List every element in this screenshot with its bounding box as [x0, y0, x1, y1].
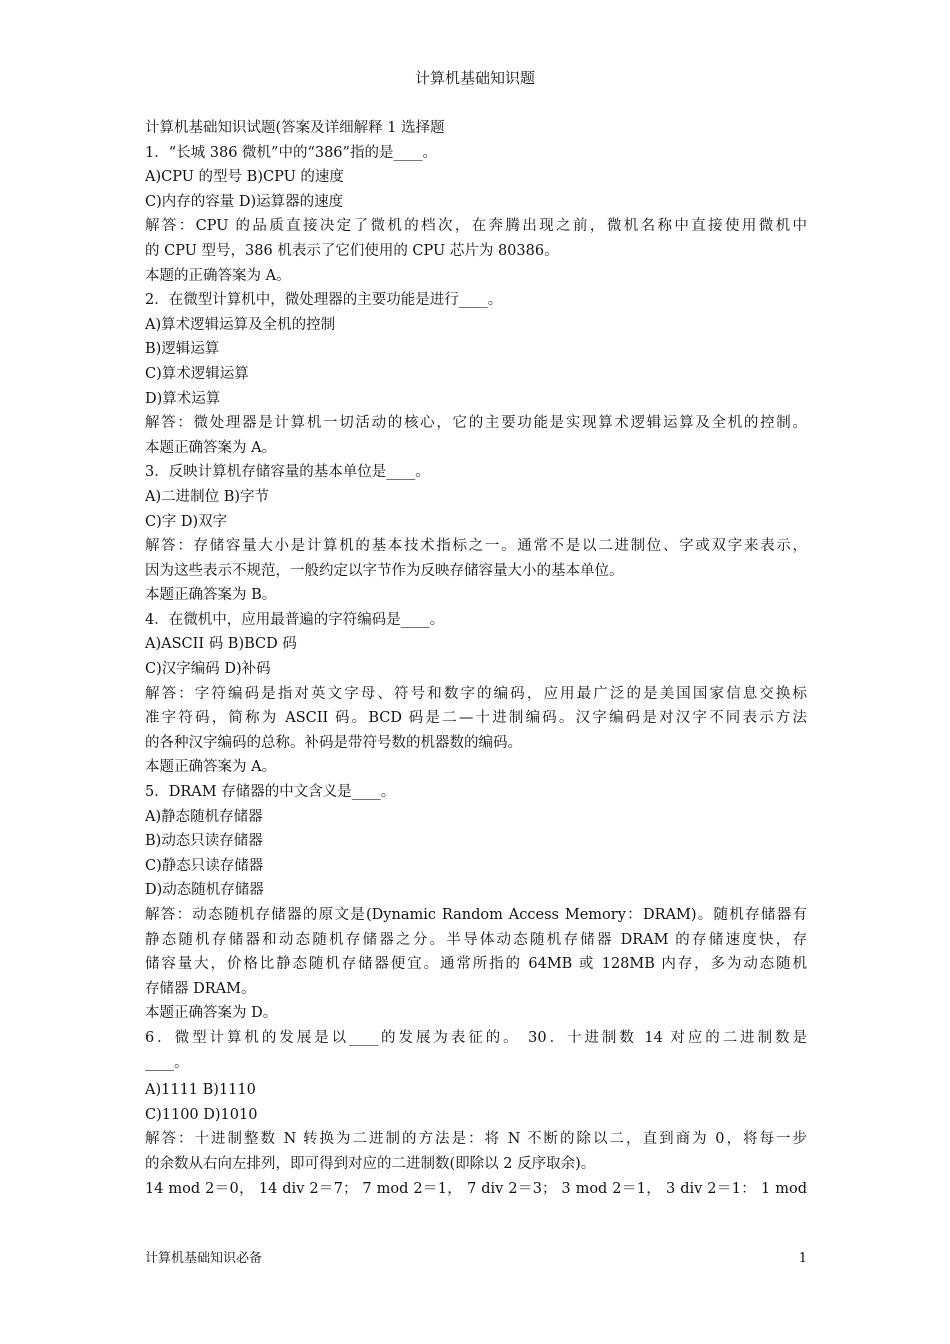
q5-option-a: A)静态随机存储器: [145, 808, 263, 825]
q2-option-d: D)算术运算: [145, 390, 221, 407]
intro-line: 计算机基础知识试题(答案及详细解释 1 选择题: [145, 120, 445, 136]
q5-option-b: B)动态只读存储器: [145, 833, 263, 850]
question-2: 2．在微型计算机中，微处理器的主要功能是进行____。: [145, 292, 503, 309]
question-3: 3．反映计算机存储容量的基本单位是____。: [145, 464, 430, 481]
q4-options-cd: C)汉字编码 D)补码: [145, 661, 271, 678]
q1-options-ab: A)CPU 的型号 B)CPU 的速度: [145, 169, 344, 186]
q30-calculation-line: 14 mod 2＝0， 14 div 2＝7； 7 mod 2＝1， 7 div 2＝3； 3 mod 2＝1， 3 div 2＝1： 1 mod: [145, 1180, 807, 1197]
page-header: 计算机基础知识题: [414, 69, 535, 87]
question-5: 5．DRAM 存储器的中文含义是____。: [145, 784, 396, 801]
q1-answer: 本题的正确答案为 A。: [145, 267, 291, 284]
q2-option-a: A)算术逻辑运算及全机的控制: [145, 316, 336, 333]
q5-explanation-line-4: 存储器 DRAM。: [145, 980, 256, 997]
document-body: [145, 116, 807, 1201]
q5-explanation-line-3: 储容量大，价格比静态随机存储器便宜。通常所指的 64MB 或 128MB 内存，多为动态随机: [145, 956, 807, 973]
q5-explanation-line-1: 解答：动态随机存储器的原文是(Dynamic Random Access Memory：DRAM)。随机存储器有: [145, 907, 807, 923]
q3-explanation-line-1: 解答：存储容量大小是计算机的基本技术指标之一。通常不是以二进制位、字或双字来表示，: [145, 538, 807, 555]
q2-option-c: C)算术逻辑运算: [145, 365, 249, 382]
q3-options-ab: A)二进制位 B)字节: [145, 488, 270, 505]
q4-explanation-line-1: 解答：字符编码是指对英文字母、符号和数字的编码，应用最广泛的是美国国家信息交换标: [145, 685, 807, 702]
q5-option-c: C)静态只读存储器: [145, 857, 264, 874]
q4-answer: 本题正确答案为 A。: [145, 759, 277, 776]
q30-options-ab: A)1111 B)1110: [145, 1082, 256, 1099]
q1-explanation-line-1: 解答：CPU 的品质直接决定了微机的档次，在奔腾出现之前，微机名称中直接使用微机中: [145, 218, 807, 235]
question-1: 1．“长城 386 微机”中的“386”指的是____。: [145, 144, 437, 161]
q3-explanation-line-2: 因为这些表示不规范，一般约定以字节作为反映存储容量大小的基本单位。: [145, 562, 624, 579]
q1-explanation-line-2: 的 CPU 型号，386 机表示了它们使用的 CPU 芯片为 80386。: [145, 242, 559, 259]
q3-answer: 本题正确答案为 B。: [145, 587, 277, 604]
page-number: 1: [798, 1251, 807, 1266]
q4-explanation-line-3: 的各种汉字编码的总称。补码是带符号数的机器数的编码。: [145, 734, 522, 751]
q4-options-ab: A)ASCII 码 B)BCD 码: [145, 636, 297, 653]
q5-answer: 本题正确答案为 D。: [145, 1005, 278, 1022]
question-4: 4．在微机中，应用最普遍的字符编码是____。: [145, 611, 445, 628]
question-30-blank: ____。: [145, 1054, 189, 1071]
footer-label: 计算机基础知识必备: [145, 1251, 263, 1266]
q3-options-cd: C)字 D)双字: [145, 513, 228, 530]
q4-explanation-line-2: 准字符码，简称为 ASCII 码。BCD 码是二—十进制编码。汉字编码是对汉字不同表示方法: [145, 710, 807, 727]
page-footer: [145, 1249, 807, 1269]
q30-explanation-line-1: 解答：十进制整数 N 转换为二进制的方法是：将 N 不断的除以二，直到商为 0，将每一步: [145, 1131, 807, 1148]
question-6-and-30: 6．微型计算机的发展是以____的发展为表征的。 30．十进制数 14 对应的二进制数是: [145, 1029, 807, 1046]
q5-option-d: D)动态随机存储器: [145, 882, 264, 899]
q30-options-cd: C)1100 D)1010: [145, 1106, 258, 1123]
q5-explanation-line-2: 静态随机存储器和动态随机存储器之分。半导体动态随机存储器 DRAM 的存储速度快，存: [145, 931, 807, 948]
q30-explanation-line-2: 的余数从右向左排列，即可得到对应的二进制数(即除以 2 反序取余)。: [145, 1155, 596, 1172]
q2-answer: 本题正确答案为 A。: [145, 439, 277, 456]
q1-options-cd: C)内存的容量 D)运算器的速度: [145, 193, 344, 210]
q2-option-b: B)逻辑运算: [145, 341, 220, 358]
q2-explanation: 解答：微处理器是计算机一切活动的核心，它的主要功能是实现算术逻辑运算及全机的控制。: [145, 415, 807, 432]
